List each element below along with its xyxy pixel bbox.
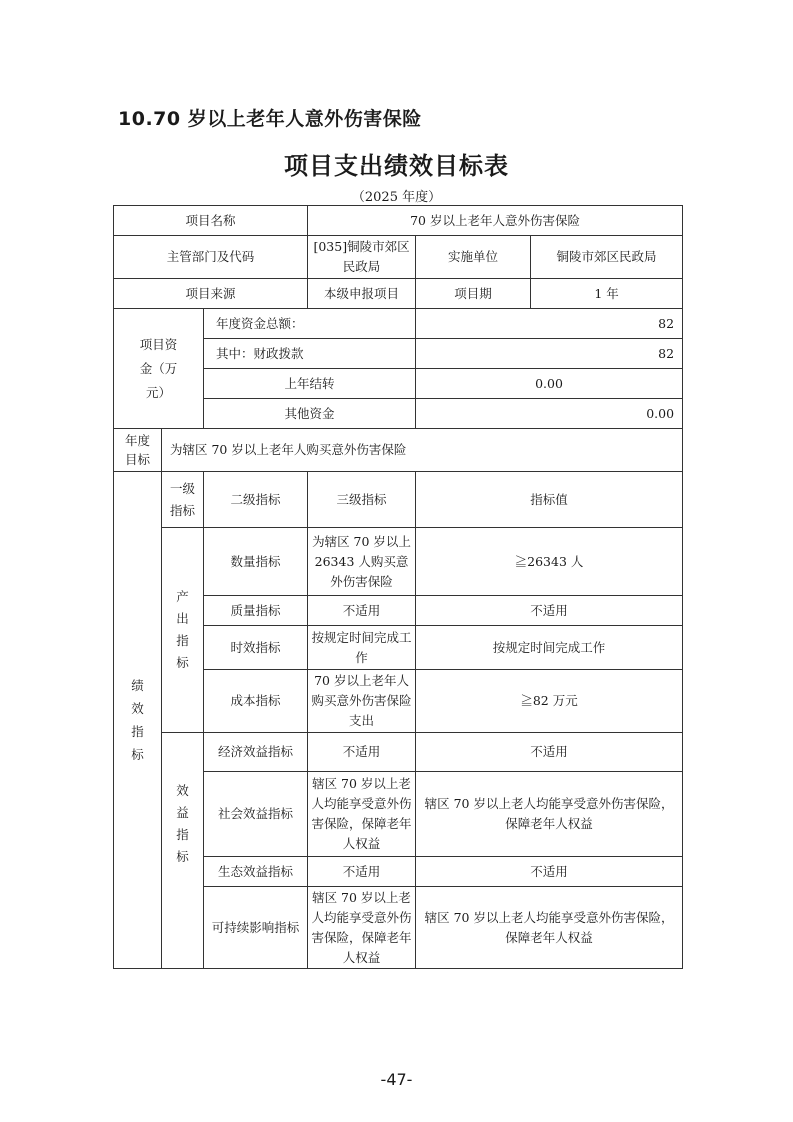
- table-row: [114, 206, 683, 236]
- source-label: 项目来源: [114, 279, 308, 309]
- funds-label: 项目资金（万元）: [114, 309, 204, 429]
- benefit-value: 辖区 70 岁以上老人均能享受意外伤害保险，保障老年人权益: [416, 887, 683, 969]
- benefit-level2: 社会效益指标: [204, 772, 308, 857]
- benefit-level2: 生态效益指标: [204, 857, 308, 887]
- header-value: 指标值: [416, 472, 683, 528]
- fund-carryover-label: 上年结转: [204, 369, 416, 399]
- output-level2: 质量指标: [204, 596, 308, 626]
- benefit-level3: 辖区 70 岁以上老人均能享受意外伤害保险，保障老年人权益: [308, 772, 416, 857]
- benefit-level3: 不适用: [308, 733, 416, 772]
- benefit-value: 不适用: [416, 733, 683, 772]
- output-value: ≧26343 人: [416, 528, 683, 596]
- output-level2: 数量指标: [204, 528, 308, 596]
- output-level3: 不适用: [308, 596, 416, 626]
- output-level2: 成本指标: [204, 670, 308, 733]
- header-level3: 三级指标: [308, 472, 416, 528]
- fund-fiscal-value: 82: [416, 339, 683, 369]
- fund-other-value: 0.00: [416, 399, 683, 429]
- department-value: [035]铜陵市郊区民政局: [308, 236, 416, 279]
- department-label: 主管部门及代码: [114, 236, 308, 279]
- output-level3: 按规定时间完成工作: [308, 626, 416, 670]
- output-level3: 为辖区 70 岁以上 26343 人购买意外伤害保险: [308, 528, 416, 596]
- period-label: 项目期: [416, 279, 531, 309]
- table-row: [114, 236, 683, 279]
- table-row: [114, 528, 683, 596]
- perf-indicator-label: 绩效指标: [114, 472, 162, 969]
- implementer-label: 实施单位: [416, 236, 531, 279]
- fund-other-label: 其他资金: [204, 399, 416, 429]
- table-row: [114, 429, 683, 472]
- implementer-value: 铜陵市郊区民政局: [531, 236, 683, 279]
- output-group-label: 产出指标: [162, 528, 204, 733]
- fund-fiscal-label: 其中：财政拨款: [204, 339, 416, 369]
- benefit-level2: 可持续影响指标: [204, 887, 308, 969]
- project-name-value: 70 岁以上老年人意外伤害保险: [308, 206, 683, 236]
- fund-carryover-value: 0.00: [416, 369, 683, 399]
- project-name-label: 项目名称: [114, 206, 308, 236]
- output-value: 不适用: [416, 596, 683, 626]
- output-value: ≧82 万元: [416, 670, 683, 733]
- benefit-level3: 辖区 70 岁以上老人均能享受意外伤害保险，保障老年人权益: [308, 887, 416, 969]
- page-title: 项目支出绩效目标表: [284, 152, 509, 180]
- annual-goal-label: 年度目标: [114, 429, 162, 472]
- page-number: -47-: [380, 1070, 413, 1089]
- annual-goal-value: 为辖区 70 岁以上老年人购买意外伤害保险: [162, 429, 683, 472]
- fund-total-label: 年度资金总额：: [204, 309, 416, 339]
- source-value: 本级申报项目: [308, 279, 416, 309]
- header-level2: 二级指标: [204, 472, 308, 528]
- header-level1: 一级指标: [162, 472, 204, 528]
- table-row: [114, 472, 683, 528]
- benefit-value: 辖区 70 岁以上老人均能享受意外伤害保险，保障老年人权益: [416, 772, 683, 857]
- benefit-level3: 不适用: [308, 857, 416, 887]
- benefit-value: 不适用: [416, 857, 683, 887]
- section-title: 10.70 岁以上老年人意外伤害保险: [118, 108, 422, 130]
- table-row: [114, 279, 683, 309]
- output-level3: 70 岁以上老年人购买意外伤害保险支出: [308, 670, 416, 733]
- table-row: [114, 733, 683, 772]
- period-value: 1 年: [531, 279, 683, 309]
- table-row: [114, 309, 683, 339]
- year-label: （2025 年度）: [351, 190, 442, 205]
- output-value: 按规定时间完成工作: [416, 626, 683, 670]
- fund-total-value: 82: [416, 309, 683, 339]
- performance-table: [113, 205, 683, 969]
- benefit-level2: 经济效益指标: [204, 733, 308, 772]
- output-level2: 时效指标: [204, 626, 308, 670]
- benefit-group-label: 效益指标: [162, 733, 204, 969]
